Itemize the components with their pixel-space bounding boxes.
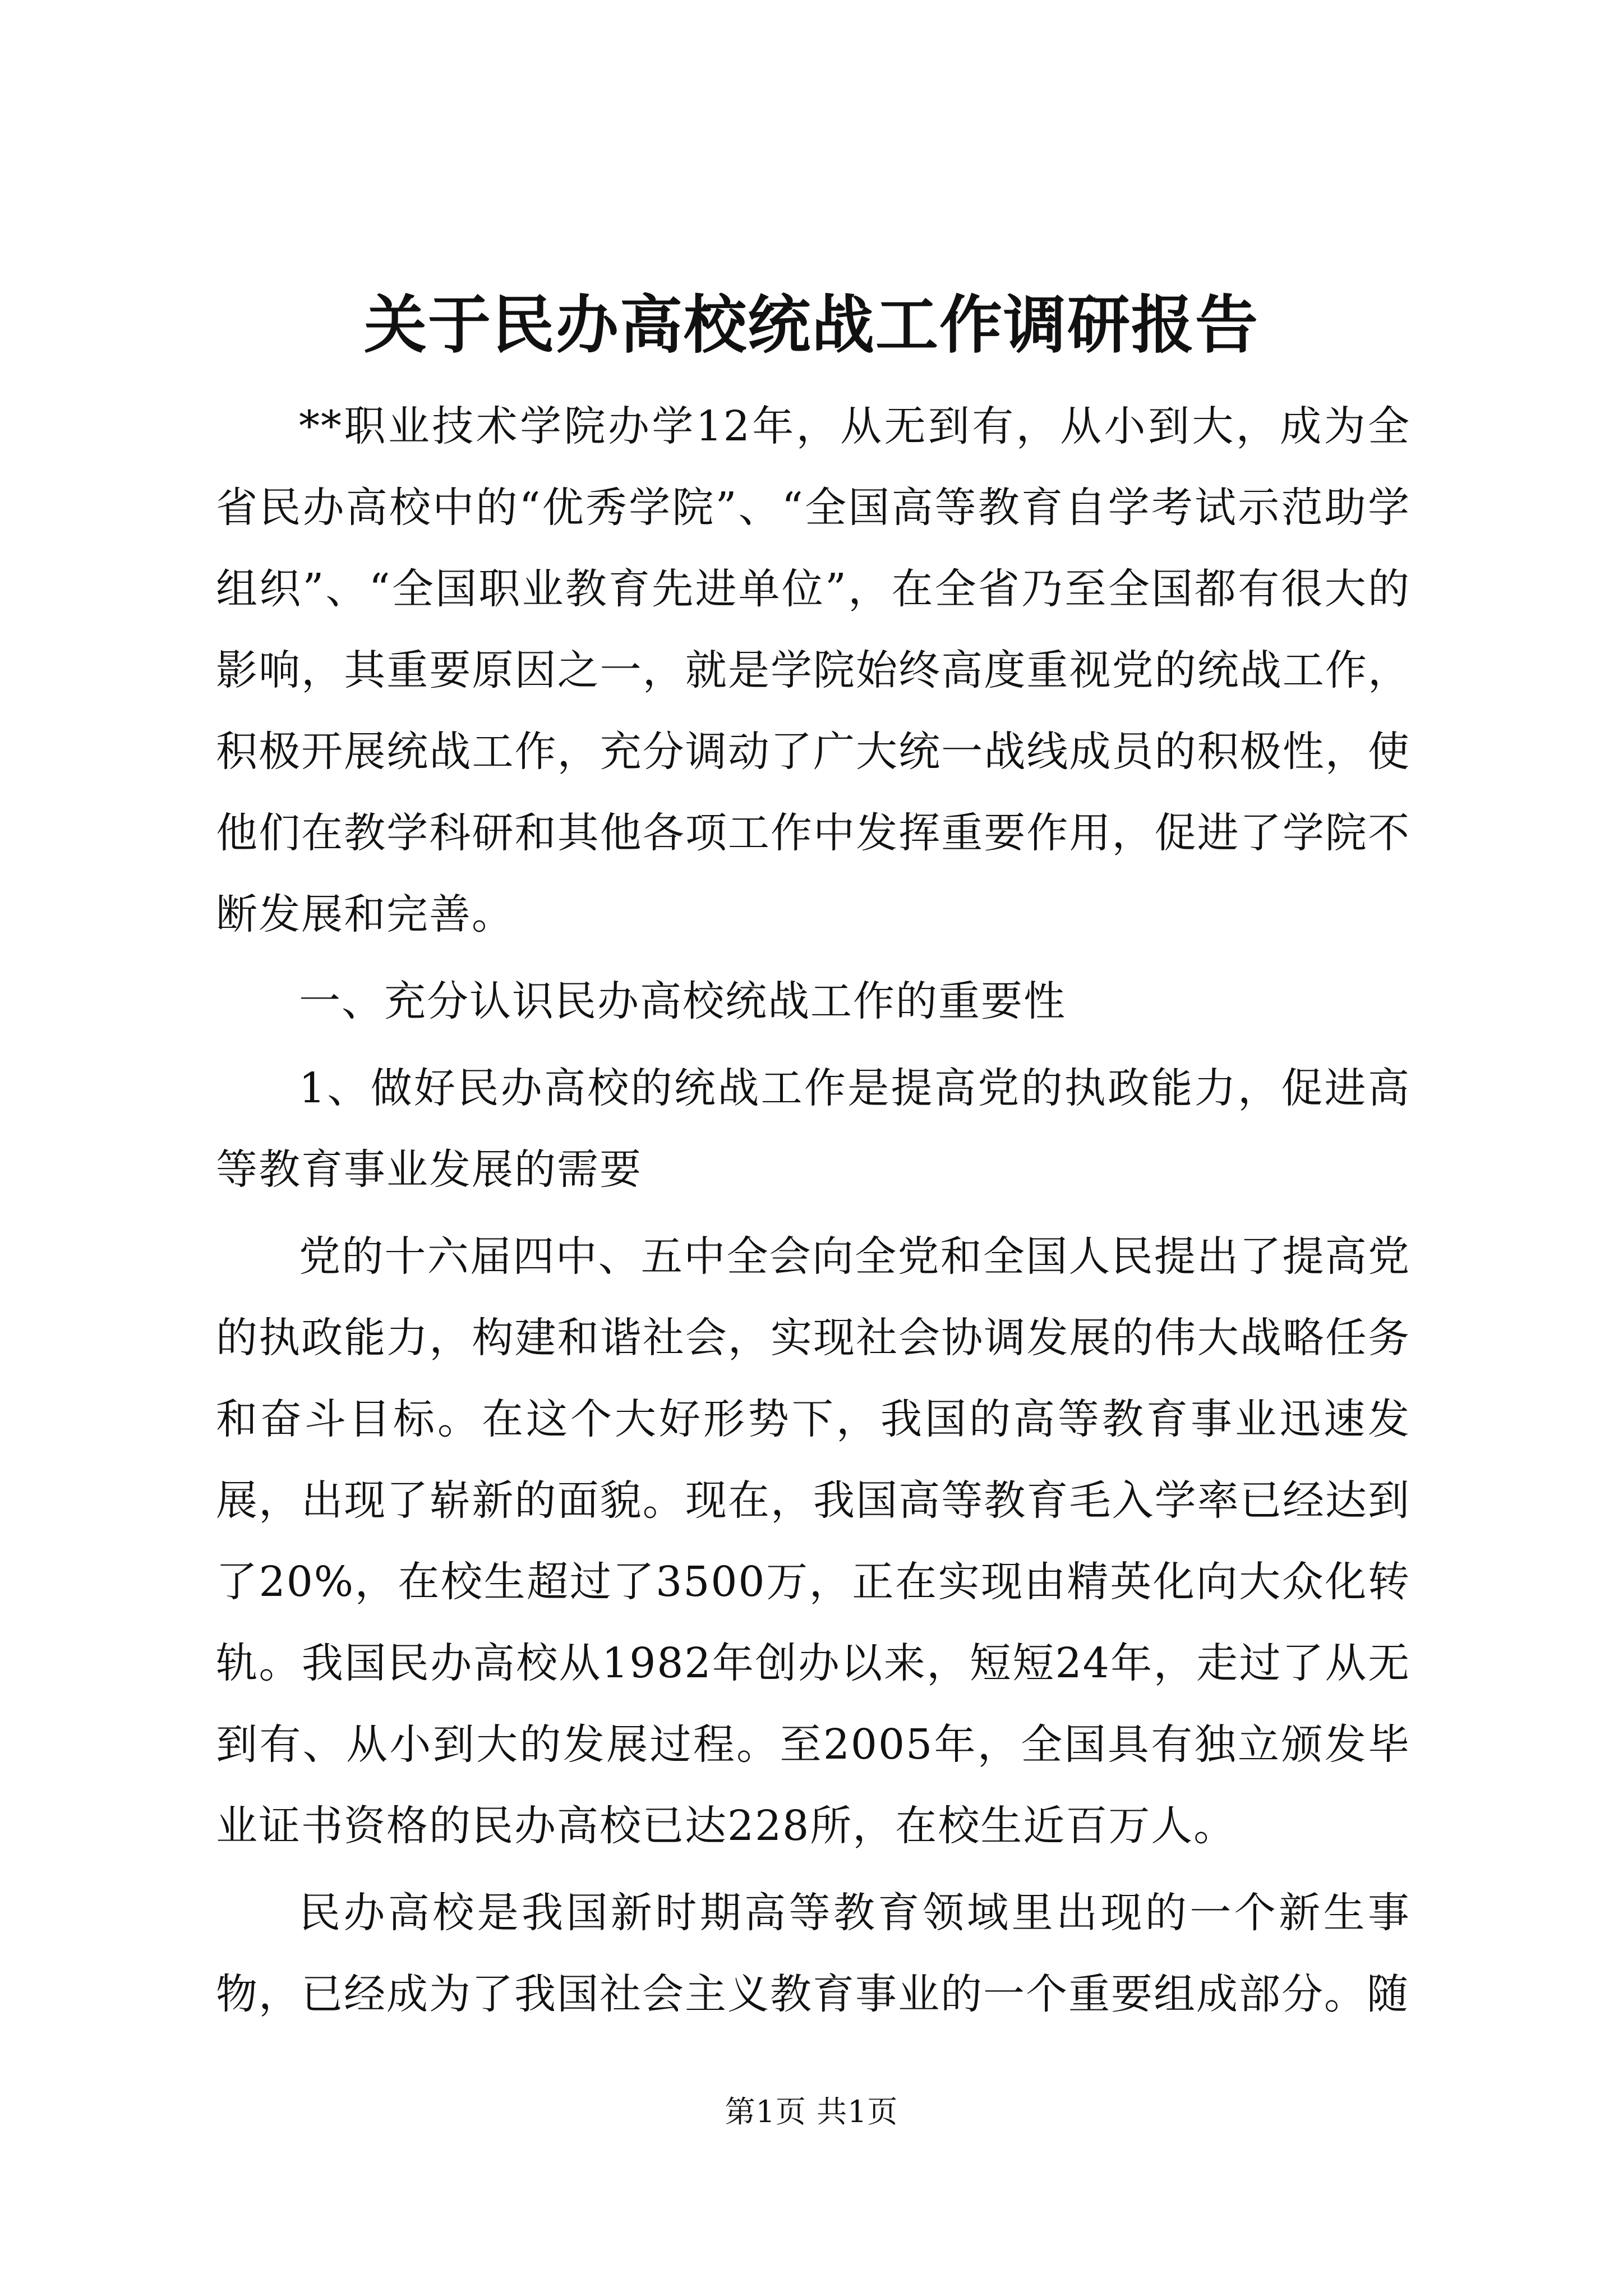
section-heading-1: 一、充分认识民办高校统战工作的重要性 xyxy=(299,977,1066,1025)
paragraph-intro: **职业技术学院办学12年，从无到有，从小到大，成为全省民办高校中的“优秀学院”、“全国高等教育自学考试示范助学组织”、“全国职业教育先进单位”，在全省乃至全国都有很大的影响，其重要原因之一，就是学院始终高度重视党的统战工作，积极开展统战工作，充分调动了广大统一战线成员的积极性，使他们在教学科研和其他各项工作中发挥重要作用，促进了学院不断发展和完善。 xyxy=(216,402,1410,938)
document-title: 关于民办高校统战工作调研报告 xyxy=(364,288,1259,362)
page-footer: 第1页 共1页 xyxy=(725,2094,898,2129)
subsection-heading-1: 1、做好民办高校的统战工作是提高党的执政能力，促进高等教育事业发展的需要 xyxy=(216,1064,1410,1194)
document-body xyxy=(216,386,1410,2041)
paragraph-body-1: 党的十六届四中、五中全会向全党和全国人民提出了提高党的执政能力，构建和谐社会，实现社会协调发展的伟大战略任务和奋斗目标。在这个大好形势下，我国的高等教育事业迅速发展，出现了崭新的面貌。现在，我国高等教育毛入学率已经达到了20%，在校生超过了3500万，正在实现由精英化向大众化转轨。我国民办高校从1982年创办以来，短短24年，走过了从无到有、从小到大的发展过程。至2005年，全国具有独立颁发毕业证书资格的民办高校已达228所，在校生近百万人。 xyxy=(216,1232,1410,1850)
paragraph-body-2: 民办高校是我国新时期高等教育领域里出现的一个新生事物，已经成为了我国社会主义教育事业的一个重要组成部分。随 xyxy=(216,1889,1410,2018)
